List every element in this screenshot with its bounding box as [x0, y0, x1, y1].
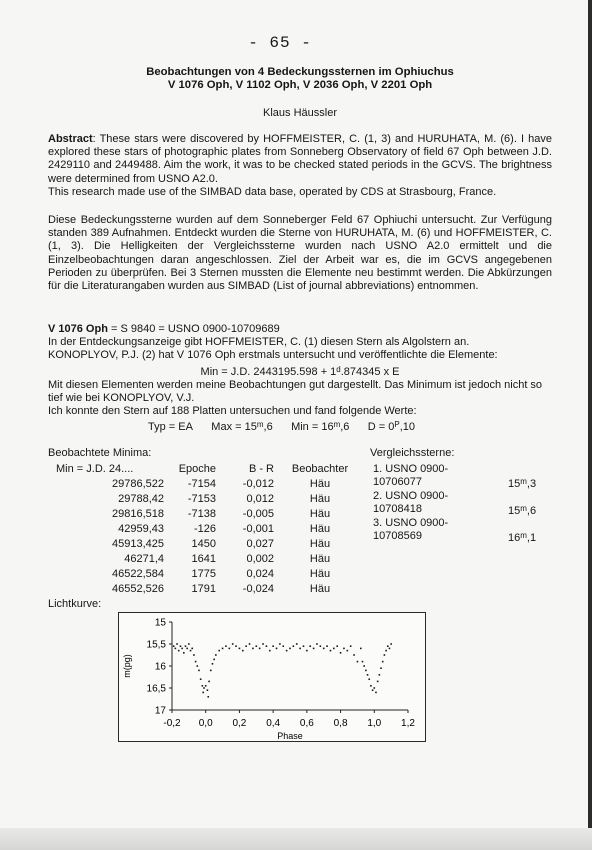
data-point: [239, 648, 241, 650]
abstract-text-2: This research made use of the SIMBAD data base, operated by CDS at Strasbourg, France.: [48, 185, 497, 198]
table-row: 29786,522 -7154 -0,012 Häu: [112, 478, 331, 491]
star-heading: V 1076 Oph: [48, 323, 108, 335]
star-line-6: Ich konnte den Stern auf 188 Platten untersuchen und fand folgende Werte:: [48, 405, 417, 418]
data-point: [262, 643, 264, 645]
data-point: [384, 654, 386, 656]
table-row: 42959,43 -126 -0,001 Häu: [118, 523, 331, 535]
data-point: [293, 645, 295, 647]
data-point: [357, 661, 359, 663]
data-point: [235, 645, 237, 647]
data-point: [353, 654, 355, 656]
data-point: [377, 681, 379, 683]
page-number: - 65 -: [248, 34, 312, 52]
lichtkurve-label: Lichtkurve:: [48, 598, 102, 610]
data-point: [379, 674, 381, 676]
col-header-min: Min = J.D. 24....: [56, 463, 134, 476]
data-point: [185, 645, 187, 647]
data-point: [380, 667, 382, 669]
data-point: [368, 678, 370, 680]
star-line-5: Mit diesen Elementen werden meine Beobachtungen gut dargestellt. Das Minimum ist jedoch nicht so tief wie bei KONOPLYOV, V.J.: [48, 378, 543, 405]
table-row: 46552,526 1791 -0,024 Häu: [112, 582, 331, 595]
data-point: [306, 650, 308, 652]
min-value: Min = $16^m,6$: [291, 420, 350, 434]
minima-table: [48, 462, 366, 596]
table-row: 29816,518 -7138 -0,005 Häu: [112, 508, 331, 521]
data-point: [255, 645, 257, 647]
data-point: [213, 659, 215, 661]
table-row: 45913,425 1450 0,027 Häu: [112, 537, 331, 550]
data-point: [340, 652, 342, 654]
y-tick-label: 16,5: [146, 683, 166, 695]
y-tick-label: 17: [154, 705, 166, 717]
data-point: [296, 643, 298, 645]
data-point: [210, 670, 212, 672]
data-point: [249, 643, 251, 645]
x-tick-label: 0,8: [333, 718, 348, 729]
table-row: 46522,584 1775 0,024 Häu: [112, 567, 331, 580]
data-point: [183, 652, 185, 654]
data-point: [382, 661, 384, 663]
d-value: $D = 0^P,10$: [367, 420, 416, 434]
x-tick-label: -0,2: [163, 718, 181, 729]
data-point: [242, 650, 244, 652]
data-point: [375, 692, 377, 694]
col-header-beobachter: Beobachter: [291, 463, 349, 476]
data-point: [212, 663, 214, 665]
data-point: [390, 643, 392, 645]
data-point: [181, 648, 183, 650]
data-point: [330, 650, 332, 652]
data-point: [320, 645, 322, 647]
y-tick-label: 15,5: [146, 639, 166, 651]
data-point: [218, 650, 220, 652]
data-point: [259, 648, 261, 650]
data-point: [193, 654, 195, 656]
x-tick-label: 0,4: [266, 718, 281, 729]
data-point: [208, 681, 210, 683]
data-point: [200, 678, 202, 680]
data-point: [198, 670, 200, 672]
data-point: [205, 685, 207, 687]
data-point: [195, 661, 197, 663]
data-point: [269, 650, 271, 652]
table-row: 29788,42 -7153 0,012 Häu: [118, 493, 331, 506]
data-point: [286, 650, 288, 652]
data-point: [229, 648, 231, 650]
star-line-2: In der Entdeckungsanzeige gibt HOFFMEISTER, C. (1) diesen Stern als Algolstern an.: [48, 336, 470, 349]
data-point: [343, 648, 345, 650]
data-point: [202, 692, 204, 694]
data-point: [370, 685, 372, 687]
data-point: [336, 645, 338, 647]
col-header-epoche: Epoche: [178, 463, 216, 476]
typ: Typ = EA: [148, 421, 193, 434]
data-point: [276, 648, 278, 650]
vergleichssterne-heading: Vergleichssterne:: [370, 447, 455, 459]
data-point: [299, 648, 301, 650]
data-point: [289, 648, 291, 650]
data-point: [190, 650, 192, 652]
light-curve-chart: [118, 612, 426, 742]
data-point: [326, 645, 328, 647]
data-point: [186, 648, 188, 650]
title-line-1: Beobachtungen von 4 Bedeckungssternen im Ophiuchus: [146, 66, 454, 78]
minima-heading: Beobachtete Minima:: [48, 447, 152, 459]
author: Klaus Häussler: [263, 107, 337, 119]
data-point: [196, 665, 198, 667]
data-point: [347, 650, 349, 652]
data-point: [215, 654, 217, 656]
abstract-label: Abstract: [48, 133, 93, 145]
data-point: [316, 643, 318, 645]
max-value: Max = $15^m,6$: [211, 420, 273, 434]
vgl-star-1: 1. USNO 0900-10706077: [373, 463, 449, 488]
x-axis-label: Phase: [277, 731, 303, 741]
abstract: [48, 133, 552, 199]
star-heading-rest: = S 9840 = USNO 0900-10709689: [107, 323, 280, 335]
page-bottom-shadow: [0, 828, 592, 850]
data-point: [387, 645, 389, 647]
elements-formula: Min = J.D. $2443195.598 + 1^d.874345$ x E: [200, 364, 400, 378]
x-tick-label: 1,0: [367, 718, 382, 729]
data-point: [180, 645, 182, 647]
data-point: [303, 645, 305, 647]
x-tick-label: 1,2: [401, 718, 415, 729]
data-point: [207, 689, 209, 691]
data-point: [173, 645, 175, 647]
data-point: [362, 661, 364, 663]
table-row: 46271,4 1641 0,002 Häu: [124, 552, 331, 565]
data-point: [367, 674, 369, 676]
data-point: [203, 687, 205, 689]
y-axis-label: m(pg): [122, 654, 132, 678]
data-point: [313, 648, 315, 650]
title-line-2: V 1076 Oph, V 1102 Oph, V 2036 Oph, V 2201 Oph: [167, 79, 433, 91]
data-point: [266, 645, 268, 647]
data-point: [360, 648, 362, 650]
data-point: [282, 645, 284, 647]
star-parameters: [48, 418, 552, 434]
x-tick-label: 0,0: [198, 718, 213, 729]
data-point: [202, 685, 204, 687]
data-point: [323, 648, 325, 650]
vgl-star-2: 2. USNO 0900-10708418: [373, 490, 449, 515]
y-tick-label: 15: [154, 617, 166, 629]
german-intro: Diese Bedeckungssterne wurden auf dem Sonneberger Feld 67 Ophiuchi untersucht. Zur Verfügung standen 389 Aufnahmen. Entdeckt wurden die Sterne von HURUHATA, M. (6) und HOFFMEISTER, C. (1, 3). Die Helligkeiten der Vergleichssterne wurden nach USNO A2.0 ermittelt und die Einzelbeobachtungen daran angeschlossen. Ziel der Arbeit war es, die im GCVS angegebenen Perioden zu überprüfen. Bei 3 Sternen mussten die Elemente neu bestimmt werden. Die Abkürzungen für die Literaturangaben wurden aus SIMBAD (List of journal abbreviations) entnommen.: [48, 214, 552, 293]
x-tick-label: 0,6: [299, 718, 314, 729]
vgl-star-3: 3. USNO 0900-10708569: [373, 517, 449, 542]
data-point: [176, 643, 178, 645]
data-point: [385, 650, 387, 652]
data-point: [175, 648, 177, 650]
vgl-star-1-mag: 15$^m$,3: [508, 477, 537, 490]
y-tick-label: 16: [154, 661, 166, 673]
data-point: [245, 645, 247, 647]
data-point: [279, 643, 281, 645]
data-point: [373, 687, 375, 689]
data-point: [272, 645, 274, 647]
vgl-star-2-mag: 15$^m$,6: [508, 504, 537, 517]
data-point: [363, 665, 365, 667]
data-point: [178, 650, 180, 652]
vgl-star-3-mag: 16$^m$,1: [508, 531, 537, 544]
data-point: [389, 648, 391, 650]
data-point: [225, 645, 227, 647]
star-section: [48, 323, 552, 435]
data-point: [232, 643, 234, 645]
col-header-b-r: B - R: [248, 463, 274, 476]
page-edge: [588, 0, 592, 850]
data-point: [207, 696, 209, 698]
data-point: [350, 645, 352, 647]
star-line-3: KONOPLYOV, P.J. (2) hat V 1076 Oph erstmals untersucht und veröffentlichte die Elemente:: [48, 349, 498, 362]
data-point: [333, 648, 335, 650]
data-point: [222, 648, 224, 650]
table-header-row: [48, 462, 366, 477]
data-point: [365, 670, 367, 672]
data-point: [372, 689, 374, 691]
x-tick-label: 0,2: [232, 718, 247, 729]
abstract-text: : These stars were discovered by HOFFMEISTER, C. (1, 3) and HURUHATA, M. (6). I have explored these stars of photographic plates from Sonneberg Observatory of field 67 Oph between J.D. 2429110 and 2449488. Aim the work, it was to be checked stated periods in the GCVS. The brightness were determined from USNO A2.0.: [48, 133, 552, 185]
article-title: [50, 66, 550, 92]
data-point: [188, 643, 190, 645]
data-point: [252, 648, 254, 650]
data-point: [309, 645, 311, 647]
data-point: [191, 648, 193, 650]
